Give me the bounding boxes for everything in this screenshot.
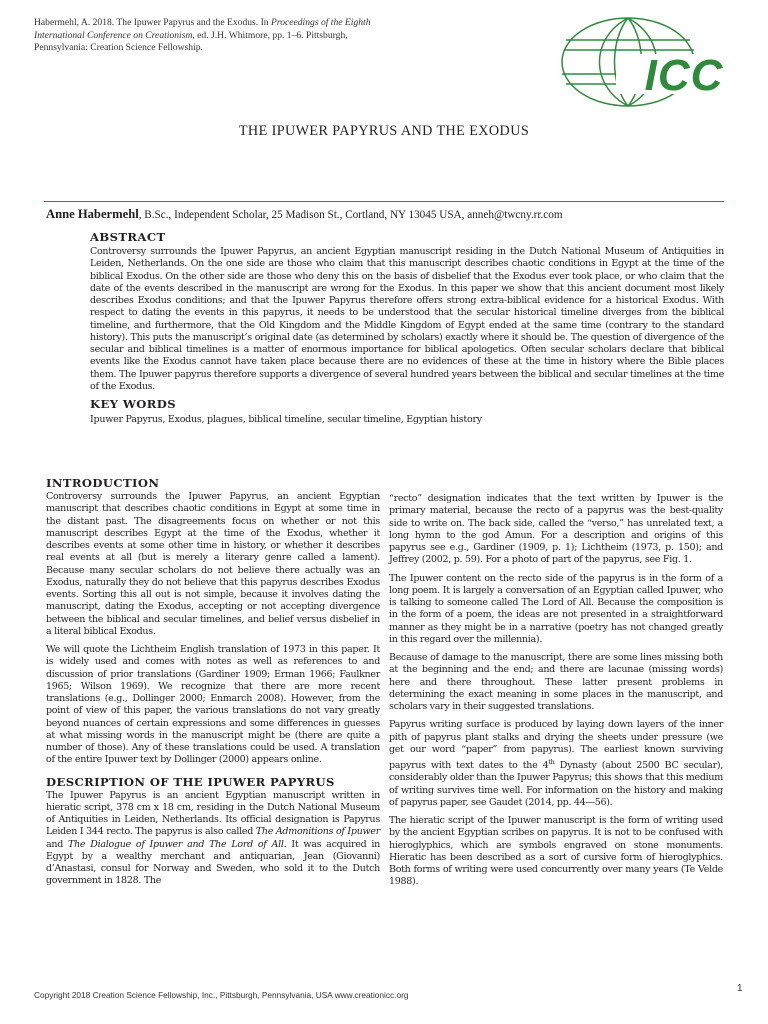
description-text: . It was acquired in Egypt by a wealthy merchant and antiquarian, Jean (Giovanni) d’Anastasi, consul for Norway and Sweden, who sold it to the Dutch government in 1828. The bbox=[46, 838, 380, 887]
description-italic: The Admonitions of Ipuwer bbox=[255, 826, 380, 838]
author-rule bbox=[44, 201, 724, 202]
author-line bbox=[46, 207, 736, 222]
body-paragraph: The hieratic script of the Ipuwer manuscript is the form of writing used by the ancient Egyptian scribes on papyrus. It is not to be confused with hieroglyphics, which are symbols engraved on stone monuments. Hieratic has been described as a sort of cursive form of hieroglyphics. Both forms of writing were used concurrently over many years (Te Velde 1988). bbox=[389, 815, 723, 888]
keywords-text: Ipuwer Papyrus, Exodus, plagues, biblical timeline, secular timeline, Egyptian history bbox=[90, 414, 482, 425]
description-text: The Ipuwer Papyrus is an ancient Egyptian manuscript written in hieratic script, 378 cm x 18 cm, residing in the Dutch National Museum of Antiquities in Leiden, Netherlands. Its official designation is Papyrus Leiden I 344 recto. The papyrus is also called bbox=[46, 789, 380, 838]
body-paragraph bbox=[389, 719, 723, 809]
body-paragraph: The Ipuwer content on the recto side of the papyrus is in the form of a long poem. It is largely a conversation of an Egyptian called Ipuwer, who is talking to someone called The Lord of All. Because the composition is in the form of a poem, the ideas are not presented in a straightforward manner as they might be in a narrative (poetry has not changed greatly in this regard over the millennia). bbox=[389, 572, 723, 645]
citation-header bbox=[34, 17, 394, 55]
abstract-heading: ABSTRACT bbox=[90, 230, 166, 244]
left-column bbox=[46, 476, 380, 894]
abstract-block bbox=[90, 230, 724, 426]
body-paragraph: Because of damage to the manuscript, there are some lines missing both at the beginning and the end; and there are lacunae (missing words) here and there throughout. These latter present problems in determining the exact meaning in some places in the manuscript, and scholars vary in their suggested translations. bbox=[389, 652, 723, 712]
introduction-heading: INTRODUCTION bbox=[46, 476, 160, 490]
description-italic: The Dialogue of Ipuwer and The Lord of All bbox=[68, 838, 284, 850]
citation-text: Habermehl, A. 2018. The Ipuwer Papyrus and the Exodus. In bbox=[34, 17, 271, 28]
citation-text: Pennsylvania: Creation Science Fellowship. bbox=[34, 42, 203, 54]
author-affiliation: , B.Sc., Independent Scholar, 25 Madison St., Cortland, NY 13045 USA, anneh@twcny.rr.com bbox=[138, 209, 563, 221]
body-paragraph: “recto” designation indicates that the text written by Ipuwer is the primary material, because the recto of a papyrus was the best-quality side to write on. The back side, called the “verso,” has unrelated text, a long hymn to the god Amun. For a description and origins of this papyrus see e.g., Gardiner (1909, p. 1); Lichtheim (1973, p. 150); and Jeffrey (2002, p. 59). For a photo of part of the papyrus, see Fig. 1. bbox=[389, 493, 723, 566]
logo-text: ICC bbox=[644, 51, 724, 100]
intro-paragraph: Controversy surrounds the Ipuwer Papyrus, an ancient Egyptian manuscript that describes chaotic conditions in Egypt at some time in the distant past. The disagreements focus on whether or not this manuscript describes Egypt at the time of the Exodus, whether it describes events at some other time in history, or whether it describes real events at all (but is merely a literary genre called a lament). Because many secular scholars do not believe there actually was an Exodus, naturally they do not believe that this papyrus describes Exodus events. Sorting this all out is not simple, because it involves dating the manuscript, dating the Exodus, accepting or not accepting divergence between the biblical and secular timelines, and belief versus disbelief in a literal biblical Exodus. bbox=[46, 491, 380, 637]
superscript: th bbox=[548, 758, 555, 766]
citation-italic: Proceedings of the Eighth bbox=[270, 17, 371, 28]
right-column bbox=[389, 493, 723, 895]
icc-logo bbox=[560, 10, 756, 114]
description-paragraph bbox=[46, 790, 380, 888]
body-text: Papyrus writing surface is produced by laying down layers of the inner pith of papyrus plant stalks and drying the sheets under pressure (we get our word “paper” from papyrus). The earliest known surviving papyrus with text dates to the 4 bbox=[389, 719, 723, 772]
page-number: 1 bbox=[737, 983, 743, 994]
description-text: and bbox=[46, 838, 69, 850]
keywords-heading: KEY WORDS bbox=[90, 397, 177, 411]
abstract-text: Controversy surrounds the Ipuwer Papyrus, an ancient Egyptian manuscript residing in the Dutch National Museum of Antiquities in Leiden, Netherlands. On the one side are those who claim that this manuscript describes chaotic conditions in Egypt at the time of the biblical Exodus. On the other side are those who deny this on the basis of disbelief that the Exodus ever took place, or who claim that the date of the events described in the manuscript are wrong for the Exodus. In this paper we show that this ancient document most likely describes Exodus conditions; and that the Ipuwer Papyrus therefore offers strong extra-biblical evidence for a historical Exodus. With respect to dating the events in this papyrus, it needs to be understood that the secular historical timeline diverges from the biblical timeline, and furthermore, that the Old Kingdom and the Middle Kingdom of Egypt ended at the same time (contrary to the standard history). This puts the manuscript’s original date (as determined by scholars) exactly where it should be. The question of divergence of the secular and biblical timelines is a matter of enormous importance for biblical apologetics. Often secular scholars declare that biblical events like the Exodus cannot have taken place because there are no evidences of these at the time in history where the Bible places them. The Ipuwer papyrus therefore supports a divergence of several hundred years between the biblical and secular timelines at the time of the Exodus. bbox=[90, 246, 724, 392]
intro-paragraph: We will quote the Lichtheim English translation of 1973 in this paper. It is widely used and comes with notes as well as references to and discussion of prior translations (Gardiner 1909; Erman 1966; Faulkner 1965; Wilson 1969). We recognize that there are more recent translations (e.g., Dollinger 2000; Enmarch 2008). However, from the point of view of this paper, the various translations do not vary greatly beyond nuances of certain expressions and some differences in guesses at what missing words in the manuscript might be (there are quite a number of those). Any of these translations could be used. A translation of the entire Ipuwer text by Dollinger (2000) appears online. bbox=[46, 644, 380, 766]
citation-text: , ed. J.H. Whitmore, pp. 1–6. Pittsburgh, bbox=[192, 29, 348, 41]
description-heading: DESCRIPTION OF THE IPUWER PAPYRUS bbox=[46, 774, 335, 789]
footer-copyright: Copyright 2018 Creation Science Fellowship, Inc., Pittsburgh, Pennsylvania, USA www.creationicc.org bbox=[34, 990, 409, 1000]
author-name: Anne Habermehl bbox=[46, 207, 139, 221]
page-title: THE IPUWER PAPYRUS AND THE EXODUS bbox=[238, 123, 530, 139]
body-text: Dynasty (about 2500 BC secular), considerably older than the Ipuwer Papyrus; this shows that this medium of writing survives time well. For information on the history and making of papyrus paper, see Gaudet (2014, pp. 44—56). bbox=[389, 760, 723, 808]
citation-italic: International Conference on Creationism bbox=[34, 29, 193, 41]
